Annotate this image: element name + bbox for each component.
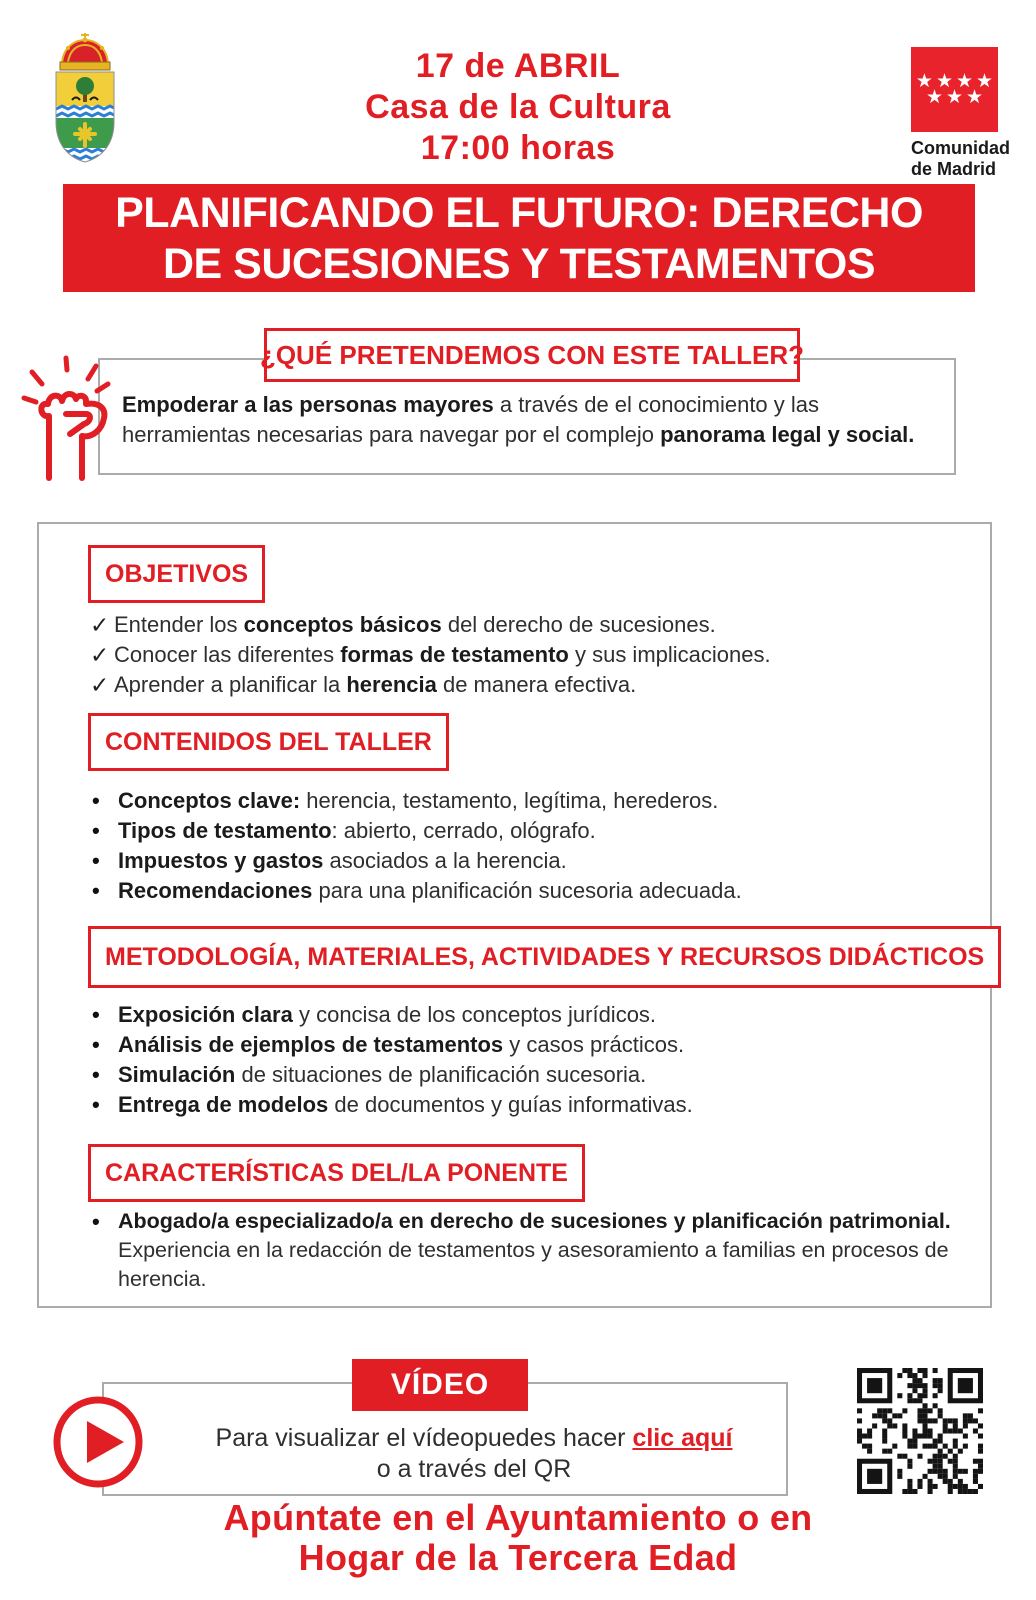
method-item (90, 1000, 980, 1030)
bullet-icon: • (92, 818, 100, 843)
method-text: Análisis de ejemplos de testamentos y casos prácticos. (118, 1032, 685, 1057)
objetivos-heading: OBJETIVOS (88, 545, 265, 603)
method-item (90, 1060, 980, 1090)
video-line-1-prefix: Para visualizar el vídeopuedes hacer (215, 1424, 633, 1452)
objective-text: Entender los conceptos básicos del derecho de sucesiones. (114, 612, 716, 637)
madrid-stars-row1: ★★★★ (915, 70, 997, 92)
raised-fist-icon (16, 350, 124, 482)
method-text: Exposición clara y concisa de los conceptos jurídicos. (118, 1002, 657, 1027)
title-line-2: DE SUCESIONES Y TESTAMENTOS (162, 240, 876, 288)
madrid-caption-line1: Comunidad (911, 138, 1010, 158)
speaker-text: Abogado/a especializado/a en derecho de sucesiones y planificación patrimonial. Experiencia en la redacción de testamentos y asesoramiento a familias en procesos de herencia. (118, 1209, 951, 1291)
bullet-icon: • (92, 1062, 100, 1087)
bullet-icon: • (92, 788, 100, 813)
purpose-line-1: Empoderar a las personas mayores a través de el conocimiento y las (122, 392, 820, 417)
bullet-icon: • (92, 1032, 100, 1057)
method-text: Simulación de situaciones de planificación sucesoria. (118, 1062, 647, 1087)
method-item (90, 1030, 980, 1060)
contenidos-heading: CONTENIDOS DEL TALLER (88, 713, 449, 771)
objective-text: Aprender a planificar la herencia de manera efectiva. (114, 672, 637, 697)
bullet-icon: • (92, 1002, 100, 1027)
ponente-list (90, 1207, 982, 1294)
objective-item (90, 640, 980, 670)
comunidad-madrid-logo (911, 47, 1021, 180)
content-item (90, 786, 980, 816)
check-icon: ✓ (90, 642, 110, 668)
content-text: Tipos de testamento: abierto, cerrado, ológrafo. (118, 818, 596, 843)
content-text: Recomendaciones para una planificación sucesoria adecuada. (118, 878, 742, 903)
event-time: 17:00 horas (420, 129, 616, 167)
content-item (90, 846, 980, 876)
content-item (90, 876, 980, 906)
speaker-item (90, 1207, 982, 1294)
check-icon: ✓ (90, 672, 110, 698)
video-line-1 (162, 1423, 786, 1454)
play-button-icon[interactable] (52, 1396, 144, 1488)
qr-code (857, 1368, 983, 1494)
madrid-logo-caption (911, 138, 1021, 180)
workshop-title-banner (63, 184, 975, 292)
bullet-icon: • (92, 1209, 100, 1234)
video-line-2: o a través del QR (376, 1455, 572, 1483)
objective-text: Conocer las diferentes formas de testamento y sus implicaciones. (114, 642, 771, 667)
bullet-icon: • (92, 848, 100, 873)
event-date: 17 de ABRIL (415, 47, 621, 85)
content-text: Impuestos y gastos asociados a la herencia. (118, 848, 567, 873)
madrid-caption-line2: de Madrid (911, 159, 997, 179)
municipal-coat-of-arms-icon (44, 30, 126, 164)
cta-line-2: Hogar de la Tercera Edad (298, 1537, 738, 1578)
signup-call-to-action (0, 1498, 1036, 1578)
objetivos-list (90, 610, 980, 700)
content-text: Conceptos clave: herencia, testamento, legítima, herederos. (118, 788, 719, 813)
video-link[interactable]: clic aquí (632, 1424, 733, 1452)
bullet-icon: • (92, 878, 100, 903)
cta-line-1: Apúntate en el Ayuntamiento o en (223, 1497, 813, 1538)
metodologia-heading: METODOLOGÍA, MATERIALES, ACTIVIDADES Y RECURSOS DIDÁCTICOS (88, 926, 1001, 988)
check-icon: ✓ (90, 612, 110, 638)
madrid-stars-row2: ★★★ (925, 86, 987, 108)
content-panel (37, 522, 992, 1308)
metodologia-list (90, 1000, 980, 1120)
video-heading: VÍDEO (352, 1359, 528, 1411)
workshop-purpose-heading: ¿QUÉ PRETENDEMOS CON ESTE TALLER? (264, 328, 800, 382)
ponente-heading: CARACTERÍSTICAS DEL/LA PONENTE (88, 1144, 585, 1202)
purpose-line-2: herramientas necesarias para navegar por el complejo panorama legal y social. (122, 422, 915, 447)
contenidos-list (90, 786, 980, 906)
madrid-flag-icon (911, 47, 998, 132)
method-item (90, 1090, 980, 1120)
event-info (258, 46, 778, 169)
objective-item (90, 670, 980, 700)
content-item (90, 816, 980, 846)
bullet-icon: • (92, 1092, 100, 1117)
objective-item (90, 610, 980, 640)
method-text: Entrega de modelos de documentos y guías informativas. (118, 1092, 693, 1117)
event-venue: Casa de la Cultura (365, 88, 671, 126)
title-line-1: PLANIFICANDO EL FUTURO: DERECHO (115, 189, 923, 237)
